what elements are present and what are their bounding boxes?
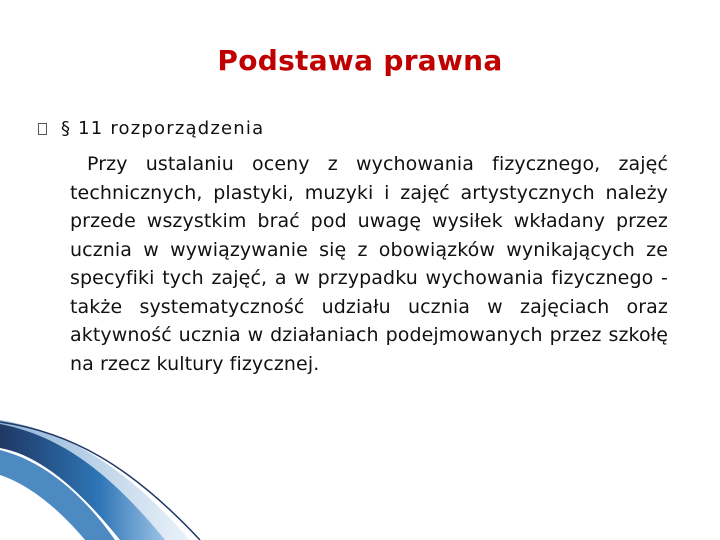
section-bullet bbox=[38, 118, 264, 139]
swoosh-band-mid bbox=[0, 450, 115, 540]
slide-title-text: Podstawa prawna bbox=[217, 44, 503, 77]
swoosh-band-light bbox=[0, 420, 190, 540]
swoosh-band-dark bbox=[0, 424, 165, 540]
bullet-box-icon bbox=[38, 123, 47, 135]
swoosh-line bbox=[0, 422, 200, 540]
slide-title bbox=[0, 44, 720, 77]
section-label: § 11 rozporządzenia bbox=[61, 118, 265, 139]
body-paragraph: Przy ustalaniu oceny z wychowania fizycznego, zajęć technicznych, plastyki, muzyki i zajęć artystycznych należy przede wszystkim brać pod uwagę wysiłek wkładany przez ucznia w wywiązywanie się z obowiązków wynikających ze specyfiki tych zajęć, a w przypadku wychowania fizycznego - także systematyczność udziału ucznia w zajęciach oraz aktywność ucznia w działaniach podejmowanych przez szkołę na rzecz kultury fizycznej. bbox=[70, 153, 668, 375]
decorative-swoosh bbox=[0, 420, 720, 540]
